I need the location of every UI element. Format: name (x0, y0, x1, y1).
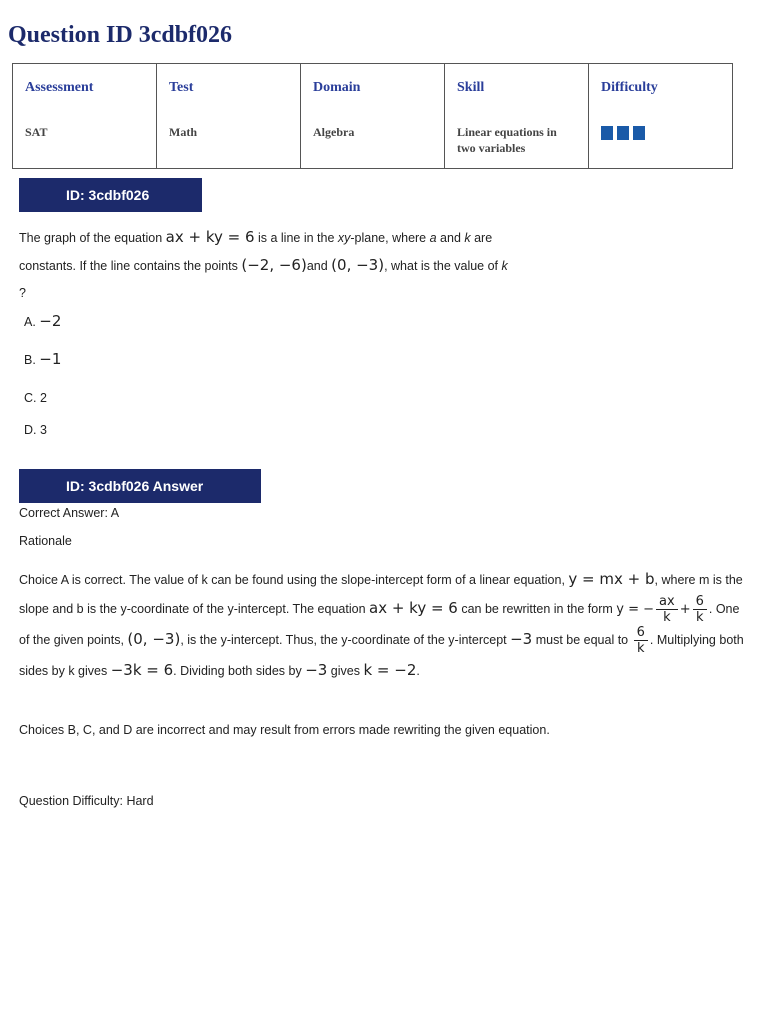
meta-cell-domain (301, 64, 445, 169)
question-text-italic: k (464, 231, 471, 245)
rationale-text: . Multiplying both sides by k gives (19, 633, 744, 679)
rationale-equation: y = − (616, 602, 655, 617)
fraction-ax-over-k (656, 594, 678, 625)
meta-value-domain: Algebra (313, 125, 355, 139)
rationale-label: Rationale (19, 534, 72, 548)
meta-cell-skill (445, 64, 589, 169)
rationale-equation: (0, −3) (127, 630, 181, 649)
fraction-numerator: ax (656, 594, 678, 610)
fraction-denominator: k (663, 610, 671, 626)
choice-letter: A. (24, 315, 40, 329)
rationale-text: . One of the given points, (19, 602, 740, 648)
question-text-italic: k (501, 259, 508, 273)
choice-letter: C. (24, 391, 40, 405)
question-text-italic: a (429, 231, 437, 245)
rationale-text: can be rewritten in the form (457, 602, 617, 616)
difficulty-bar (601, 126, 613, 140)
meta-value-assessment: SAT (25, 125, 48, 139)
fraction-denominator: k (695, 610, 704, 626)
meta-cell-difficulty (589, 64, 733, 169)
rationale-equation: y = mx + b (568, 570, 655, 588)
question-text-part: ? (19, 286, 26, 300)
question-text-part: -plane, where (350, 231, 430, 245)
question-id-banner: ID: 3cdbf026 (19, 178, 202, 212)
rationale-equation: −3k = 6 (110, 661, 174, 680)
correct-answer: Correct Answer: A (19, 506, 120, 520)
question-text-part: are constants. If the line contains the points (19, 231, 493, 273)
choice-value: −2 (39, 312, 62, 330)
meta-cell-assessment (13, 64, 157, 169)
meta-header-skill: Skill (457, 80, 485, 95)
question-point-1: (−2, −6) (241, 256, 307, 274)
rationale-text: gives (327, 664, 364, 679)
answer-id-banner: ID: 3cdbf026 Answer (19, 469, 261, 503)
plus-sign: + (679, 602, 691, 617)
question-meta-table (12, 63, 733, 169)
question-text-part: is a line in the (254, 231, 338, 245)
meta-cell-test (157, 64, 301, 169)
difficulty-bar (633, 126, 645, 140)
question-difficulty: Question Difficulty: Hard (19, 794, 154, 808)
fraction-denominator: k (636, 641, 645, 657)
rationale-text: Choice A is correct. The value of k can be found using the slope-intercept form of a linear equation, (19, 573, 569, 587)
meta-header-difficulty: Difficulty (601, 80, 658, 95)
question-text (19, 224, 509, 307)
rationale-text: , is the y-intercept. Thus, the y-coordinate of the y-intercept (180, 633, 511, 648)
rationale-equation: −3 (305, 661, 328, 680)
page-title: Question ID 3cdbf026 (8, 22, 233, 48)
choice-value: 3 (39, 423, 47, 437)
meta-value-skill: Linear equations in two variables (457, 125, 557, 155)
rationale-text: must be equal to (532, 633, 632, 648)
choice-letter: D. (24, 423, 40, 437)
fraction-numerator: 6 (693, 594, 707, 610)
question-text-part: and (436, 231, 465, 245)
choice-letter: B. (24, 353, 40, 367)
choice-value: 2 (39, 391, 47, 405)
fraction-6-over-k (693, 594, 707, 625)
question-text-italic: xy (337, 231, 351, 245)
choice-b[interactable] (24, 350, 61, 368)
rationale-text: , where m is the slope and b is the y-coordinate of the y-intercept. The equation (19, 573, 743, 616)
question-text-part: , what is the value of (384, 259, 502, 273)
choice-a[interactable] (24, 312, 61, 330)
question-point-2: (0, −3) (331, 256, 385, 274)
rationale-equation: ax + ky = 6 (369, 599, 458, 617)
question-text-part: and (306, 259, 332, 273)
difficulty-indicator (601, 126, 720, 140)
question-equation: ax + ky = 6 (165, 228, 255, 246)
fraction-numerator: 6 (634, 625, 648, 641)
question-text-part: The graph of the equation (19, 231, 166, 245)
choice-c[interactable] (24, 391, 47, 405)
rationale-equation: −3 (510, 630, 533, 649)
difficulty-bar (617, 126, 629, 140)
fraction-6-over-k (634, 625, 648, 656)
rationale-incorrect-choices: Choices B, C, and D are incorrect and may result from errors made rewriting the given equation. (19, 723, 550, 737)
meta-header-test: Test (169, 80, 194, 95)
meta-header-assessment: Assessment (25, 80, 94, 95)
choice-d[interactable] (24, 423, 47, 437)
choice-value: −1 (39, 350, 62, 368)
rationale-equation: k = −2 (363, 661, 417, 680)
rationale-paragraph (19, 565, 747, 685)
meta-header-domain: Domain (313, 80, 361, 95)
rationale-text: . (416, 664, 420, 679)
rationale-text: . Dividing both sides by (173, 664, 306, 679)
meta-value-test: Math (169, 125, 197, 139)
